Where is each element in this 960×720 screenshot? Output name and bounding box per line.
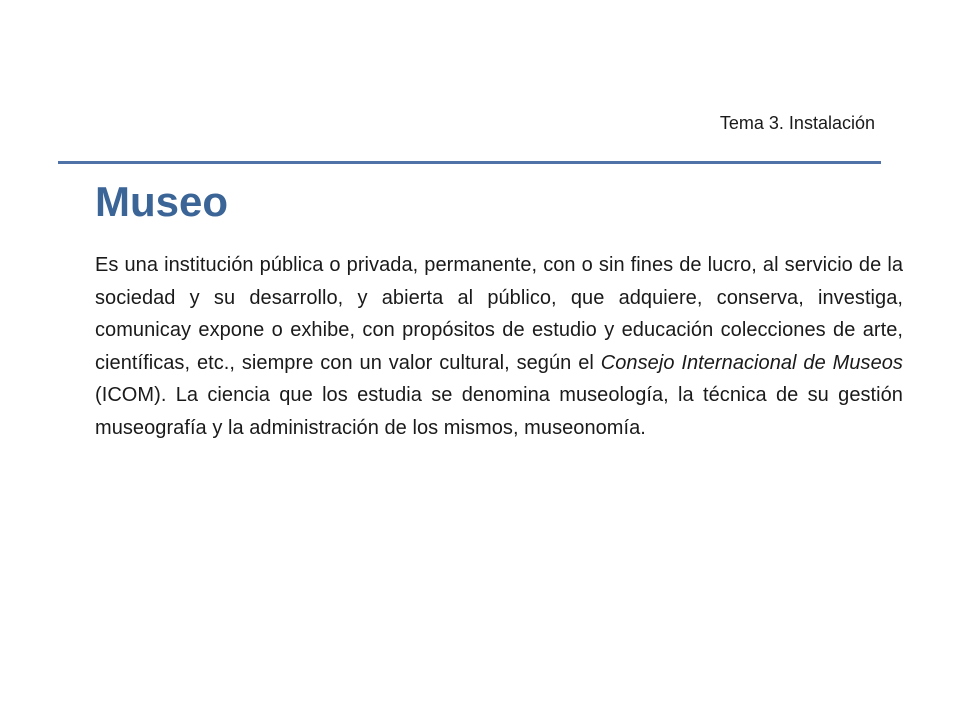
header-divider [58,161,881,164]
body-text-part-1: Es una institución pública o privada, permanente, con o sin fines de lucro, al servicio de la sociedad y su desarrollo, y abierta al público, que adquiere, conserva, investiga, comunicay expone o exhibe, con propósitos de estudio y educación colecciones de arte, científicas, etc., siempre con un valor cultural, según el [95,254,903,374]
slide-title: Museo [95,178,229,225]
section-header-label: Tema 3. Instalación [719,113,875,133]
body-text-part-2: (ICOM). La ciencia que los estudia se denomina museología, la técnica de su gestión museografía y la administración de los mismos, museonomía. [95,384,903,439]
body-text-italic: Consejo Internacional de Museos [600,351,903,374]
body-paragraph [95,249,903,444]
